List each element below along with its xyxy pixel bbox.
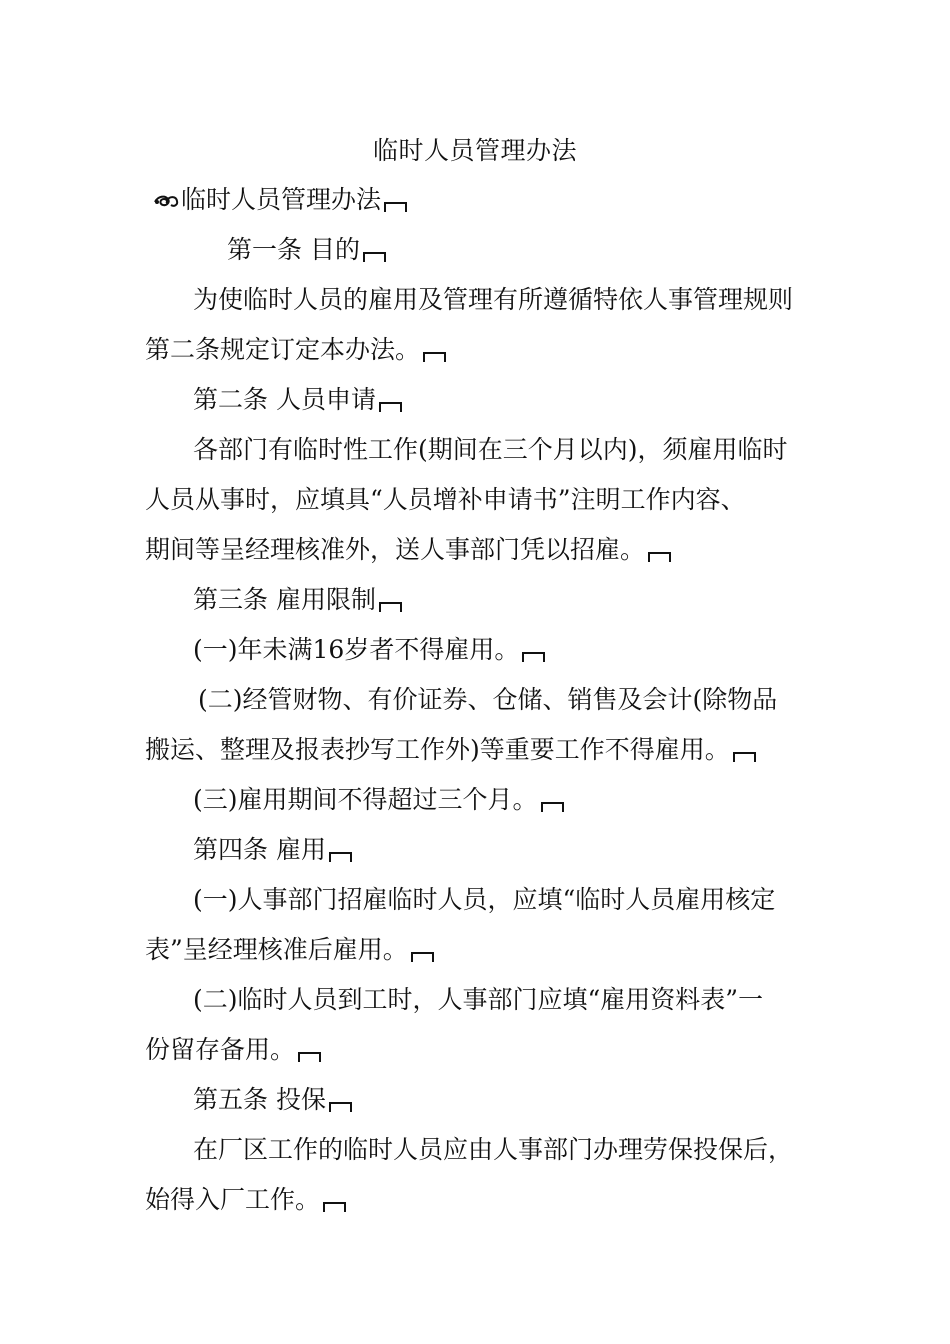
- paragraph-line: [193, 633, 950, 667]
- paragraph-line: [145, 1183, 950, 1217]
- paragraph-line: [193, 883, 950, 917]
- paragraph-mark-icon: [329, 1102, 352, 1112]
- line-text: (一)年未满16岁者不得雇用。: [193, 635, 520, 664]
- article-heading: [193, 1083, 950, 1117]
- document-title: 临时人员管理办法: [372, 136, 577, 165]
- paragraph-mark-icon: [379, 402, 402, 412]
- line-text: 第五条 投保: [193, 1085, 326, 1114]
- line-text: 各部门有临时性工作(期间在三个月以内)，须雇用临时: [193, 435, 788, 464]
- line-text: (一)人事部门招雇临时人员，应填“临时人员雇用核定: [193, 885, 776, 914]
- paragraph-mark-icon: [522, 652, 545, 662]
- line-text: 份留存备用。: [145, 1035, 296, 1064]
- paragraph-mark-icon: [411, 952, 434, 962]
- line-text: 始得入厂工作。: [145, 1185, 321, 1214]
- paragraph-line: [145, 333, 950, 367]
- paragraph-line: [193, 783, 950, 817]
- paragraph-line: [193, 1133, 950, 1167]
- line-text: 第二条 人员申请: [193, 385, 376, 414]
- paragraph-mark-icon: [423, 352, 446, 362]
- paragraph-mark-icon: [323, 1202, 346, 1212]
- line-text: 人员从事时，应填具“人员增补申请书”注明工作内容、: [145, 485, 746, 514]
- paragraph-line: [145, 1033, 950, 1067]
- line-text: 第三条 雇用限制: [193, 585, 376, 614]
- paragraph-mark-icon: [379, 602, 402, 612]
- line-text: 第一条 目的: [227, 235, 360, 264]
- article-heading: [227, 233, 950, 267]
- paragraph-mark-icon: [298, 1052, 321, 1062]
- paragraph-mark-icon: [541, 802, 564, 812]
- line-text: 表”呈经理核准后雇用。: [145, 935, 408, 964]
- paragraph-line: [193, 283, 950, 317]
- paragraph-line: [145, 483, 950, 517]
- line-text: 搬运、整理及报表抄写工作外)等重要工作不得雇用。: [145, 735, 730, 764]
- paragraph-line: [193, 433, 950, 467]
- swirl-ornament-icon: [152, 190, 180, 210]
- paragraph-line: [193, 983, 950, 1017]
- paragraph-mark-icon: [363, 252, 386, 262]
- line-text: 在厂区工作的临时人员应由人事部门办理劳保投保后，: [193, 1135, 794, 1164]
- paragraph-line: [145, 733, 950, 767]
- paragraph-mark-icon: [733, 752, 756, 762]
- article-heading: [193, 383, 950, 417]
- paragraph-line: [145, 533, 950, 567]
- paragraph-mark-icon: [329, 852, 352, 862]
- line-text: 第四条 雇用: [193, 835, 326, 864]
- line-text: 期间等呈经理核准外，送人事部门凭以招雇。: [145, 535, 646, 564]
- paragraph-line: [152, 183, 950, 217]
- line-text: 临时人员管理办法: [181, 185, 382, 214]
- line-text: 为使临时人员的雇用及管理有所遵循特依人事管理规则: [193, 285, 794, 314]
- article-heading: [193, 833, 950, 867]
- line-text: (二)经管财物、有价证券、仓储、销售及会计(除物品: [198, 685, 778, 714]
- line-text: (三)雇用期间不得超过三个月。: [193, 785, 538, 814]
- paragraph-line: [198, 683, 950, 717]
- line-text: 第二条规定订定本办法。: [145, 335, 421, 364]
- line-text: (二)临时人员到工时，人事部门应填“雇用资料表”一: [193, 985, 764, 1014]
- paragraph-line: [145, 933, 950, 967]
- paragraph-mark-icon: [384, 202, 407, 212]
- paragraph-mark-icon: [648, 552, 671, 562]
- article-heading: [193, 583, 950, 617]
